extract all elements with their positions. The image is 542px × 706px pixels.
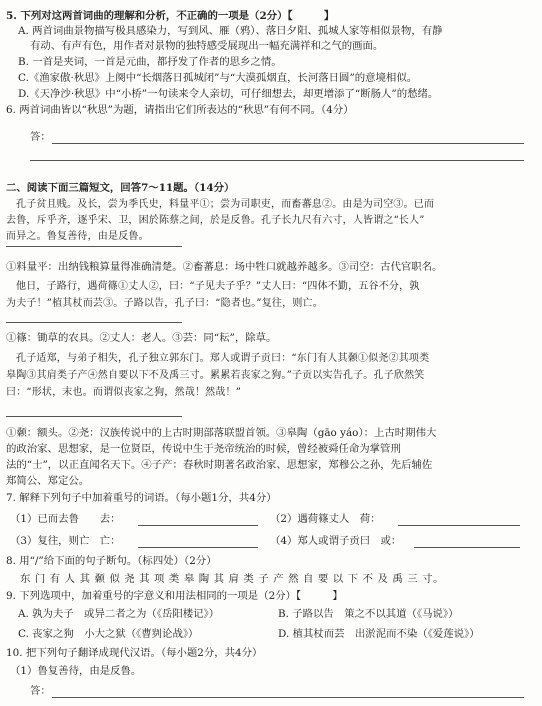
- passage2-line1: 他日，子路行，遇荷篠①丈人②，曰：“子见夫子乎？”丈人曰：“四体不勤，五谷不分，孰: [16, 281, 420, 292]
- q8-sentence: 东 门 有 人 其 颡 似 尧 其 项 类 皋 陶 其 肩 类 子 产 然 自 要 以 下 不 及 禹 三 寸。: [20, 573, 445, 585]
- q7-item1: （1）已而去鲁 去：: [10, 513, 121, 525]
- passage3-line1: 孔子适郑，与弟子相失，孔子独立郭东门。郑人或谓子贡曰：“东门有人其颡①似尧②其项类: [16, 353, 430, 364]
- passage3-line2: 皋陶③其肩类子产④然自要以下不及禹三寸。累累若丧家之狗。”子贡以实告孔子。孔子欣然笑: [6, 370, 425, 381]
- q9-option-a: A. 孰为夫子 或异二者之为（《岳阳楼记》）: [18, 608, 220, 620]
- passage1-answer-line[interactable]: [6, 246, 182, 247]
- q5-option-c: C.《渔家傲·秋思》上阕中“长烟落日孤城闭”与“大漠孤烟直，长河落日圆”的意境相似。: [18, 72, 418, 84]
- q6-answer-line-1[interactable]: [52, 143, 524, 144]
- section2-title: 二、阅读下面三篇短文，回答7～11题。（14分）: [6, 182, 235, 194]
- q7-item3: （3）复往，则亡 亡：: [10, 535, 121, 547]
- note3-line1: ①颡：额头。②尧：汉族传说中的上古时期部落联盟首领。③皋陶（gāo yáo）：上古时期伟大: [6, 427, 437, 439]
- note1: ①料量平：出纳钱粮算量得准确清楚。②畜蕃息：场中牲口就越养越多。③司空：古代官职名。: [6, 261, 443, 273]
- q10-answer-line[interactable]: [52, 697, 524, 698]
- q7-item2: （2）遇荷篠丈人 荷：: [270, 513, 381, 525]
- q7-item3-blank[interactable]: [138, 547, 258, 548]
- q5-option-a-line2: 有动、有声有色，用作者对景物的独特感受展现出一幅充满祥和之气的画面。: [30, 40, 384, 52]
- q9-stem: 9. 下列选项中，加着重号的字意义和用法相同的一项是（2分）【 】: [6, 590, 343, 602]
- passage2-line2: 为夫子！”植其杖而芸③。子路以告，孔子曰：“隐者也。”复往，则亡。: [6, 298, 323, 309]
- q7-item4: （4）郑人或谓子贡曰 或：: [270, 535, 402, 547]
- q5-option-d: D.《天净沙·秋思》中“小桥”一句读来令人亲切，可仔细想去，却更增添了“断肠人”的愁绪。: [18, 88, 439, 100]
- q7-item4-blank[interactable]: [414, 547, 520, 548]
- note2: ①篠：锄草的农具。②丈人：老人。③芸：同“耘”，除草。: [6, 332, 277, 344]
- q6-answer-line-2[interactable]: [30, 160, 524, 161]
- q9-option-c: C. 丧家之狗 小大之狱（《曹刿论战》）: [18, 628, 199, 640]
- note3-line3: 法的“士”，以正直闻名天下。④子产：春秋时期著名政治家、思想家，郑穆公之孙，先后辅佐: [6, 459, 433, 471]
- q10-stem: 10. 把下列句子翻译成现代汉语。（每小题2分，共4分）: [6, 647, 263, 659]
- passage3-line3: 曰：“形状，末也。而谓似丧家之狗，然哉！然哉！”: [6, 387, 242, 398]
- q9-option-b: B. 子路以告 策之不以其道（《马说》）: [278, 608, 459, 620]
- passage1-line1: 孔子贫且贱。及长，尝为季氏史，料量平①；尝为司职吏，而畜蕃息②。由是为司空③。已而: [16, 199, 435, 210]
- q8-stem: 8. 用“/”给下面的句子断句。（标四处）（2分）: [6, 555, 217, 567]
- q7-item2-blank[interactable]: [398, 525, 520, 526]
- q6-answer-label: 答：: [30, 131, 51, 143]
- q5-option-b: B. 一首是夹词，一首是元曲，都抒发了作者的思乡之情。: [18, 56, 282, 68]
- q9-option-d: D. 植其杖而芸 出淤泥而不染（《爱莲说》）: [278, 628, 480, 640]
- q5-option-a-line1: A. 两首词曲景物描写极具感染力，写到风、雁（鸦）、落日夕阳、孤城人家等相似景物，有静: [18, 25, 443, 37]
- passage2-answer-line[interactable]: [6, 322, 182, 323]
- q10-item1: （1）鲁复善待，由是反鲁。: [10, 665, 142, 677]
- q6-stem: 6. 两首词曲皆以“秋思”为题，请指出它们所表达的“秋思”有何不同。（4分）: [6, 104, 354, 116]
- note3-line2: 的政治家、思想家，是一位贤臣，传说中生于尧帝统治的时候，曾经被舜任命为掌管刑: [6, 443, 401, 455]
- q5-stem: 5. 下列对这两首词曲的理解和分析，不正确的一项是（2分）【 】: [6, 10, 335, 22]
- passage1-line3: 而异之。鲁复善待，由是反鲁。: [6, 231, 149, 242]
- q10-answer-label: 答：: [30, 685, 51, 697]
- q7-item1-blank[interactable]: [138, 525, 258, 526]
- passage3-answer-line[interactable]: [6, 416, 182, 417]
- note3-line4: 郑简公、郑定公。: [6, 475, 90, 487]
- passage1-line2: 去鲁，斥乎齐，逐乎宋、卫，困於陈蔡之间，於是反鲁。孔子长九尺有六寸，人皆谓之“长人”: [6, 215, 425, 226]
- q7-stem: 7. 解释下列句子中加着重号的词语。（每小题1分，共4分）: [6, 492, 277, 504]
